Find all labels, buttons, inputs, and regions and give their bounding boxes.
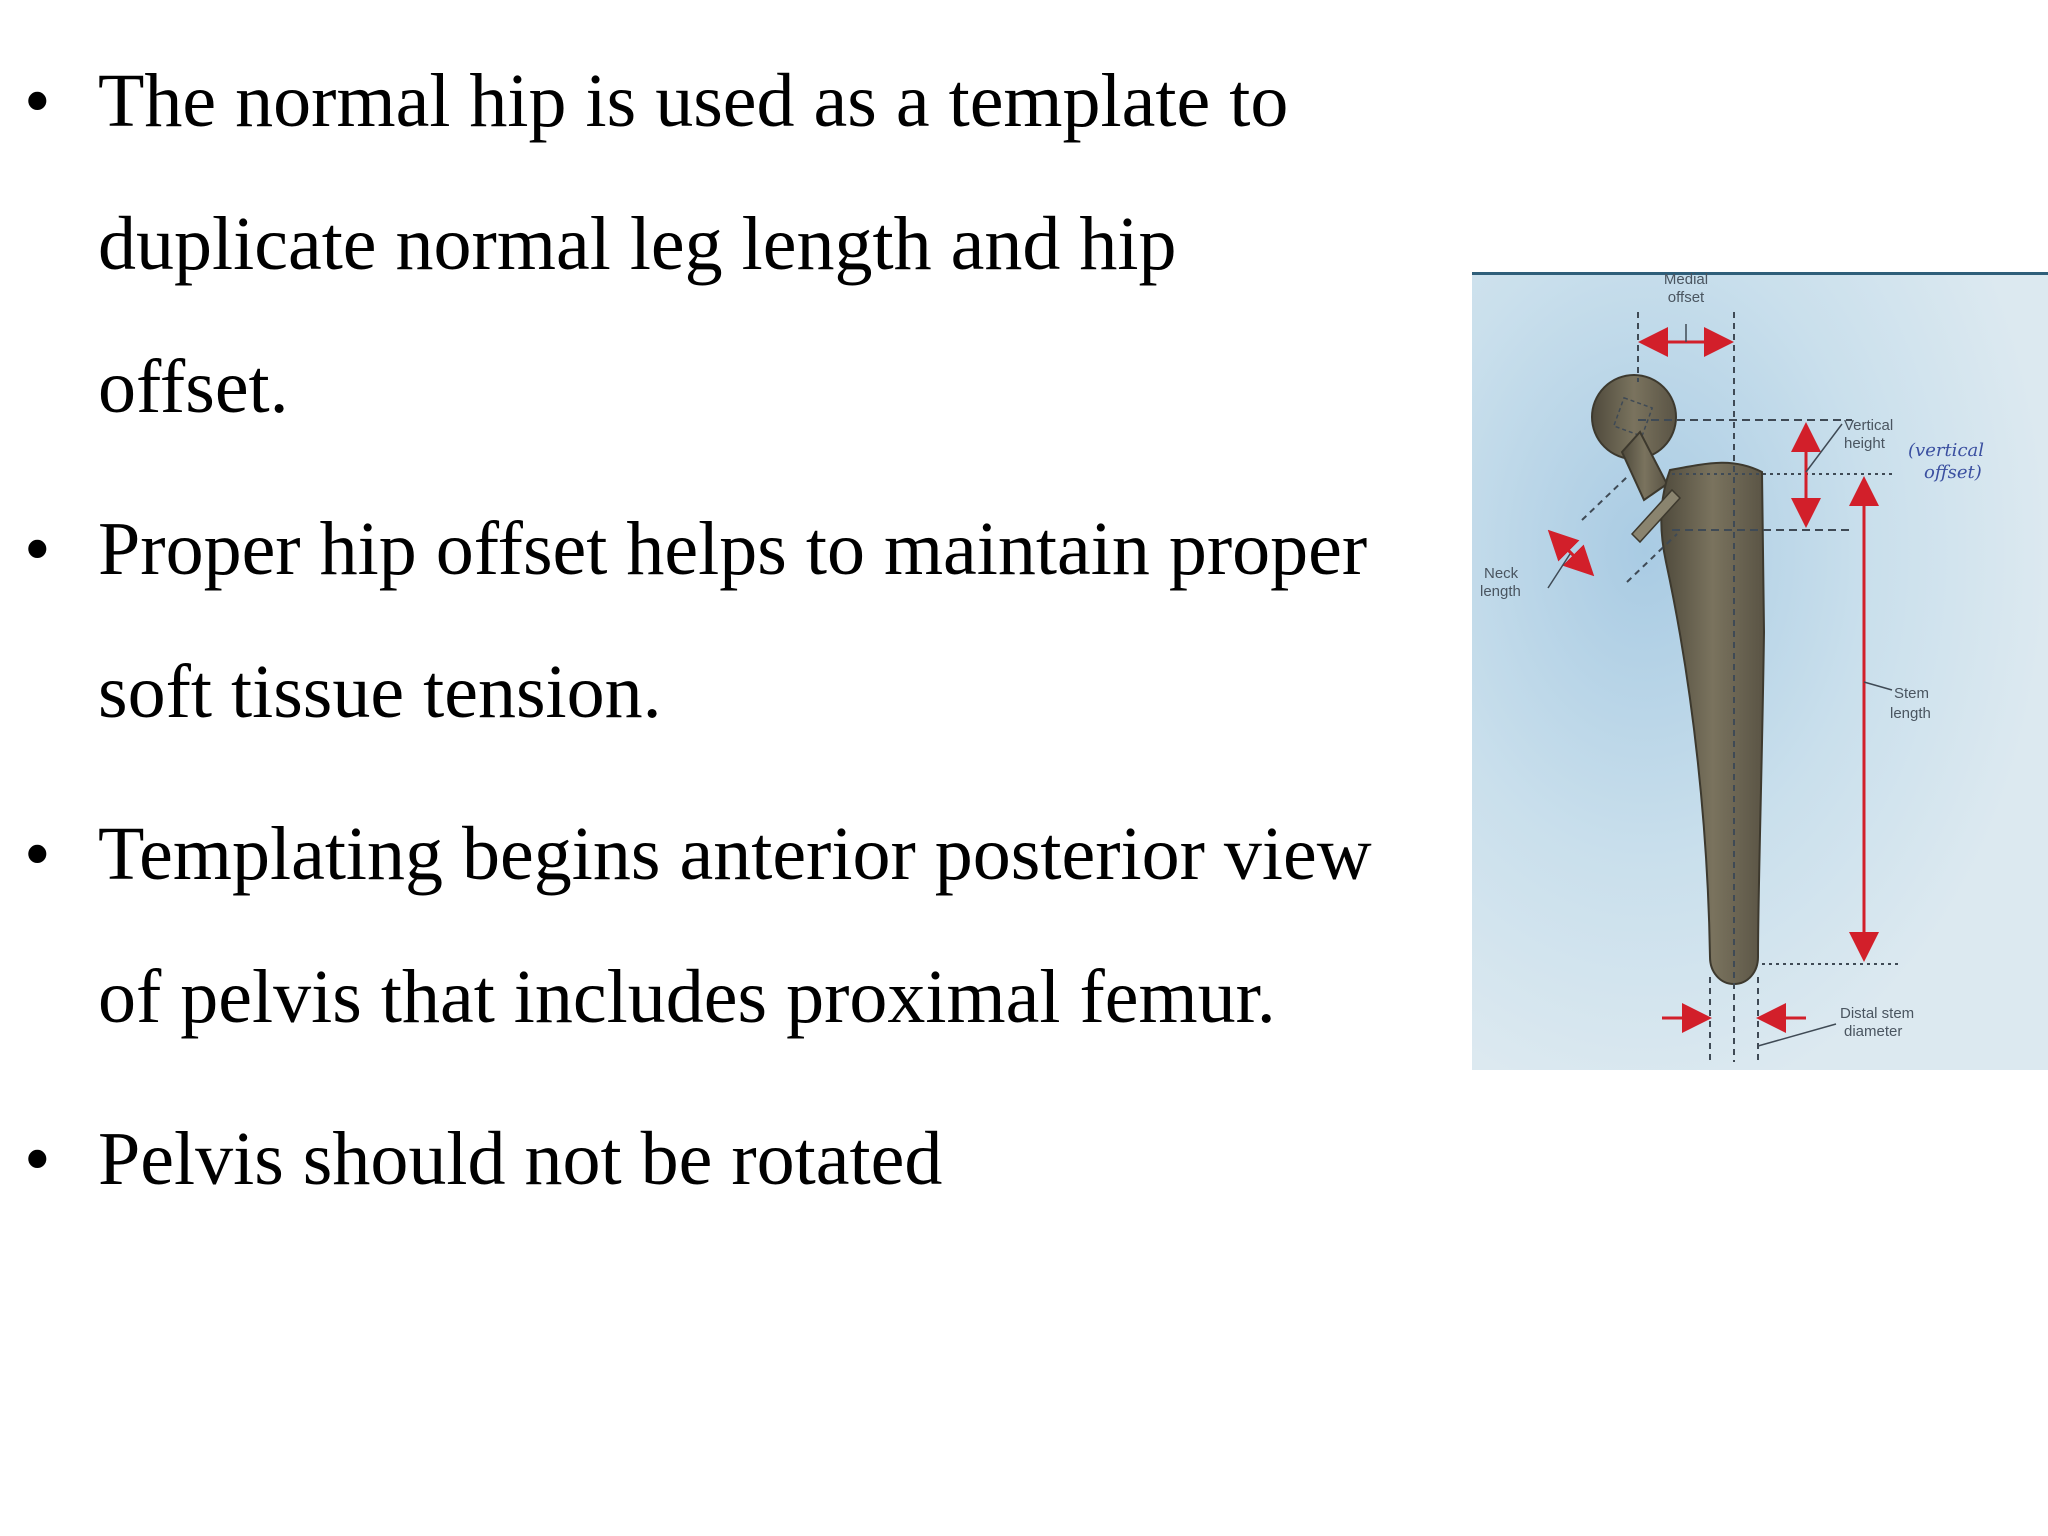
vertical-height-label-1: Vertical bbox=[1844, 417, 1894, 434]
vertical-offset-note-1: (vertical bbox=[1908, 440, 1985, 461]
hip-stem-diagram bbox=[1472, 272, 2048, 1070]
diagram-top-edge bbox=[1472, 272, 2048, 275]
bullet-item-4 bbox=[0, 1088, 1460, 1231]
bullet-1-line-1: The normal hip is used as a template to bbox=[98, 59, 1289, 143]
bullet-3-line-1: Templating begins anterior posterior view bbox=[98, 812, 1372, 896]
bullet-item-1 bbox=[0, 30, 1460, 459]
medial-offset-label-2: offset bbox=[1667, 289, 1705, 306]
bullet-icon: • bbox=[24, 1117, 51, 1201]
bullet-icon: • bbox=[24, 59, 51, 143]
stem-length-label-2: length bbox=[1890, 705, 1931, 722]
bullet-2-line-1: Proper hip offset helps to maintain proper bbox=[98, 507, 1368, 591]
bullet-2-line-2: soft tissue tension. bbox=[98, 650, 662, 734]
bullet-3-line-2: of pelvis that includes proximal femur. bbox=[98, 955, 1276, 1039]
distal-diameter-label-1: Distal stem bbox=[1840, 1005, 1915, 1022]
neck-length-label-1: Neck bbox=[1484, 565, 1519, 582]
bullet-4-line-1: Pelvis should not be rotated bbox=[98, 1117, 943, 1201]
vertical-offset-note-2: offset) bbox=[1924, 462, 1982, 483]
bullet-item-2 bbox=[0, 478, 1460, 764]
distal-diameter-label-2: diameter bbox=[1844, 1023, 1903, 1040]
bullet-icon: • bbox=[24, 812, 51, 896]
bullet-list bbox=[0, 30, 1460, 1250]
bullet-1-line-3: offset. bbox=[98, 345, 289, 429]
medial-offset-label-1: Medial bbox=[1663, 272, 1709, 288]
bullet-item-3 bbox=[0, 783, 1460, 1069]
hip-stem-diagram-svg bbox=[1472, 272, 2048, 1070]
vertical-height-label-2: height bbox=[1844, 435, 1885, 452]
stem-length-label-1: Stem bbox=[1894, 685, 1930, 702]
bullet-icon: • bbox=[24, 507, 51, 591]
neck-length-label-2: length bbox=[1480, 583, 1521, 600]
bullet-1-line-2: duplicate normal leg length and hip bbox=[98, 202, 1177, 286]
